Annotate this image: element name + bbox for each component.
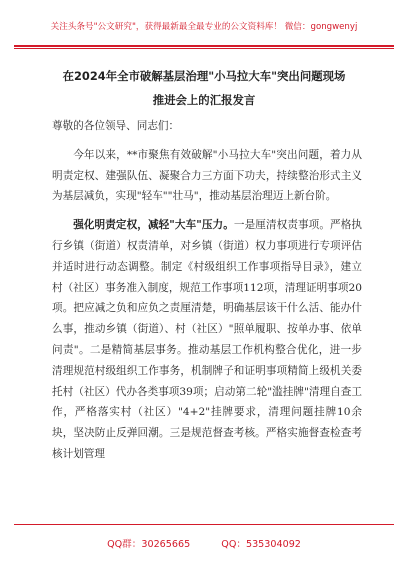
- footer-divider: [14, 524, 394, 525]
- salutation: 尊敬的各位领导、同志们：: [52, 120, 180, 132]
- document-title-line2: 推进会上的汇报发言: [152, 93, 256, 107]
- section1-paragraph: [52, 215, 362, 465]
- document-body: [52, 116, 362, 465]
- footer-qq-group: QQ群：30265665: [107, 539, 191, 550]
- section1-heading: 强化明责定权，减轻"大车"压力。: [73, 219, 234, 232]
- section1-body: 一是厘清权责事项。严格执行乡镇（街道）权责清单，对乡镇（街道）权力事项进行专项评估并适时进行动态调整。制定《村级组织工作事项指导目录》，建立村（社区）事务准入制度，规范工作事项112项，清理证明事项20项。把应减之负和应负之责厘清楚，明确基层该干什么活、能办什么事，推动乡镇（街道）、村（社区）"照单履职、按单办事、依单问责"。二是精简基层事务。推动基层工作机构整合优化，进一步清理规范村级组织工作事务，机制牌子和证明事项精简上级机关委托村（社区）代办各类事项39项；启动第二轮"滥挂牌"清理自查工作，严格落实村（社区）"4+2"挂牌要求，清理问题挂牌10余块，坚决防止反弹回潮。三是规范督查考核。严格实施督查检查考核计划管理: [52, 219, 362, 460]
- spacer: [52, 137, 362, 145]
- header-banner: 关注头条号"公文研究"，获得最新最全最专业的公文资料库！ 微信：gongwenyj: [50, 22, 358, 32]
- document-title-line1: 在2024年全市破解基层治理"小马拉大车"突出问题现场: [62, 69, 346, 83]
- footer-qq: QQ：535304092: [221, 539, 301, 550]
- header-divider: [14, 45, 394, 49]
- spacer: [52, 207, 362, 215]
- intro-paragraph: 今年以来，**市聚焦有效破解"小马拉大车"突出问题，着力从明责定权、建强队伍、凝聚合力三方面下功夫，持续整治形式主义为基层减负，实现"轻车""壮马"，推动基层治理迈上新台阶。: [52, 148, 362, 203]
- footer: [0, 536, 408, 550]
